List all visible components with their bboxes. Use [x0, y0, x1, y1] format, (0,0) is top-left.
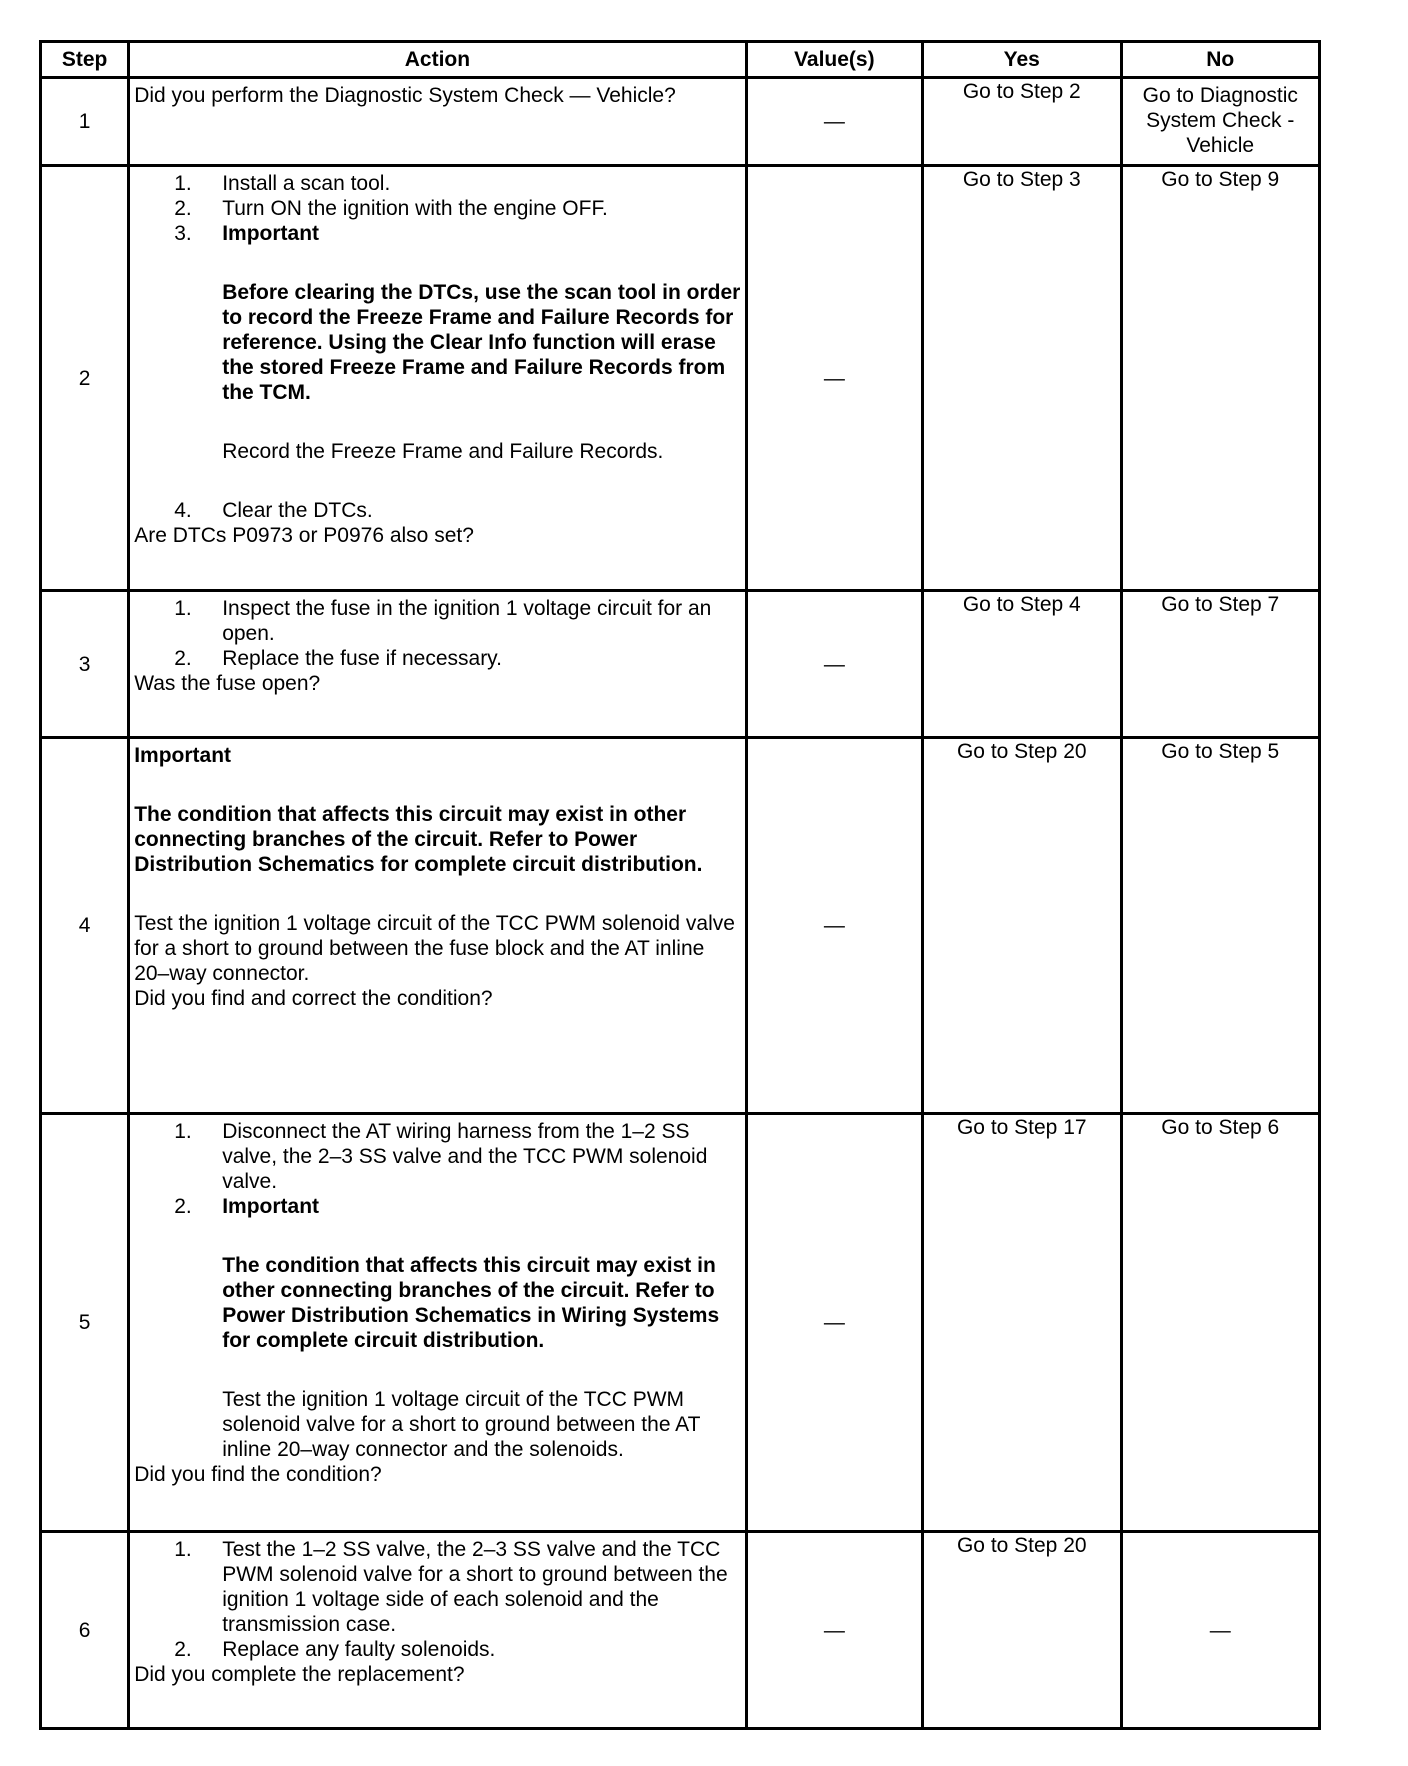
value-cell: — — [746, 1532, 922, 1729]
yes-link[interactable]: Go to Step 3 — [962, 168, 1081, 191]
list-item: 1. Inspect the fuse in the ignition 1 voltage circuit for an open. — [174, 597, 712, 645]
question: Was the fuse open? — [134, 672, 321, 695]
no-cell — [1121, 166, 1320, 591]
action-cell — [129, 166, 746, 591]
action-cell — [129, 1532, 746, 1729]
step-list — [134, 596, 740, 671]
value-cell: — — [746, 78, 922, 166]
table-row — [41, 738, 1320, 1114]
value-cell: — — [746, 1114, 922, 1532]
header-action: Action — [129, 42, 746, 78]
value-cell: — — [746, 738, 922, 1114]
important-label: Important — [134, 744, 232, 767]
step-list — [134, 1119, 740, 1219]
question: Did you find the condition? — [134, 1463, 382, 1486]
question: Did you find and correct the condition? — [134, 987, 493, 1010]
list-item: 2. Important — [174, 1195, 320, 1218]
no-cell — [1121, 78, 1320, 166]
step-list — [134, 171, 740, 246]
list-item: 1. Test the 1–2 SS valve, the 2–3 SS valve and the TCC PWM solenoid valve for a short to ground between the ignition 1 voltage side of each solenoid and the transmission case. — [174, 1538, 728, 1636]
value-cell: — — [746, 166, 922, 591]
yes-cell — [923, 1532, 1121, 1729]
step-number: 2 — [41, 166, 129, 591]
action-cell — [129, 591, 746, 738]
action-cell — [129, 1114, 746, 1532]
test-instruction: Test the ignition 1 voltage circuit of the TCC PWM solenoid valve for a short to ground between the AT inline 20–way connector and the solenoids. — [222, 1388, 701, 1461]
question: Did you perform the Diagnostic System Check — Vehicle? — [134, 84, 676, 107]
important-note: The condition that affects this circuit may exist in other connecting branches of the circuit. Refer to Power Distribution Schematics for complete circuit distribution. — [134, 803, 703, 876]
yes-link[interactable]: Go to Step 4 — [962, 593, 1081, 616]
test-instruction: Test the ignition 1 voltage circuit of the TCC PWM solenoid valve for a short to ground between the fuse block and the AT inline 20–way connector. — [134, 912, 735, 985]
no-cell — [1121, 738, 1320, 1114]
yes-cell — [923, 738, 1121, 1114]
no-cell — [1121, 591, 1320, 738]
yes-link[interactable]: Go to Step 17 — [956, 1116, 1087, 1139]
list-item: 4. Clear the DTCs. — [174, 499, 373, 522]
step-number: 5 — [41, 1114, 129, 1532]
step-number: 4 — [41, 738, 129, 1114]
question: Did you complete the replacement? — [134, 1663, 465, 1686]
no-link[interactable]: Go to Diagnostic System Check - Vehicle — [1142, 84, 1298, 157]
yes-link[interactable]: Go to Step 20 — [956, 1534, 1087, 1557]
yes-link[interactable]: Go to Step 20 — [956, 740, 1087, 763]
list-item: 1. Install a scan tool. — [174, 172, 391, 195]
table-row — [41, 591, 1320, 738]
table-row — [41, 1532, 1320, 1729]
list-item: 2. Replace the fuse if necessary. — [174, 647, 502, 670]
step-number: 3 — [41, 591, 129, 738]
header-no: No — [1121, 42, 1320, 78]
value-cell: — — [746, 591, 922, 738]
table-row — [41, 1114, 1320, 1532]
no-link[interactable]: Go to Step 7 — [1161, 593, 1280, 616]
important-note: Before clearing the DTCs, use the scan tool in order to record the Freeze Frame and Failure Records for reference. Using the Clear Info function will erase the stored Freeze Frame and Failure Records from the TCM. — [222, 281, 741, 404]
diagnostic-table — [39, 40, 1321, 1730]
no-link[interactable]: Go to Step 6 — [1161, 1116, 1280, 1139]
action-cell — [129, 78, 746, 166]
yes-cell — [923, 78, 1121, 166]
header-values: Value(s) — [746, 42, 922, 78]
header-step: Step — [41, 42, 129, 78]
header-yes: Yes — [923, 42, 1121, 78]
yes-link[interactable]: Go to Step 2 — [962, 80, 1081, 103]
no-cell: — — [1121, 1532, 1320, 1729]
yes-cell — [923, 166, 1121, 591]
important-note: The condition that affects this circuit may exist in other connecting branches of the circuit. Refer to Power Distribution Schematics in Wiring Systems for complete circuit distribution. — [222, 1254, 720, 1352]
no-link[interactable]: Go to Step 5 — [1161, 740, 1280, 763]
yes-cell — [923, 591, 1121, 738]
step-list — [134, 498, 740, 523]
no-cell — [1121, 1114, 1320, 1532]
no-link[interactable]: Go to Step 9 — [1161, 168, 1280, 191]
list-item: 2. Turn ON the ignition with the engine OFF. — [174, 197, 608, 220]
list-item: 1. Disconnect the AT wiring harness from the 1–2 SS valve, the 2–3 SS valve and the TCC PWM solenoid valve. — [174, 1120, 708, 1193]
list-item: 2. Replace any faulty solenoids. — [174, 1638, 496, 1661]
list-item: 3. Important — [174, 222, 320, 245]
question: Are DTCs P0973 or P0976 also set? — [134, 524, 474, 547]
step-number: 1 — [41, 78, 129, 166]
record-note: Record the Freeze Frame and Failure Records. — [222, 440, 664, 463]
yes-cell — [923, 1114, 1121, 1532]
action-cell — [129, 738, 746, 1114]
table-row — [41, 78, 1320, 166]
step-list — [134, 1537, 740, 1662]
header-row — [41, 42, 1320, 78]
step-number: 6 — [41, 1532, 129, 1729]
table-row — [41, 166, 1320, 591]
